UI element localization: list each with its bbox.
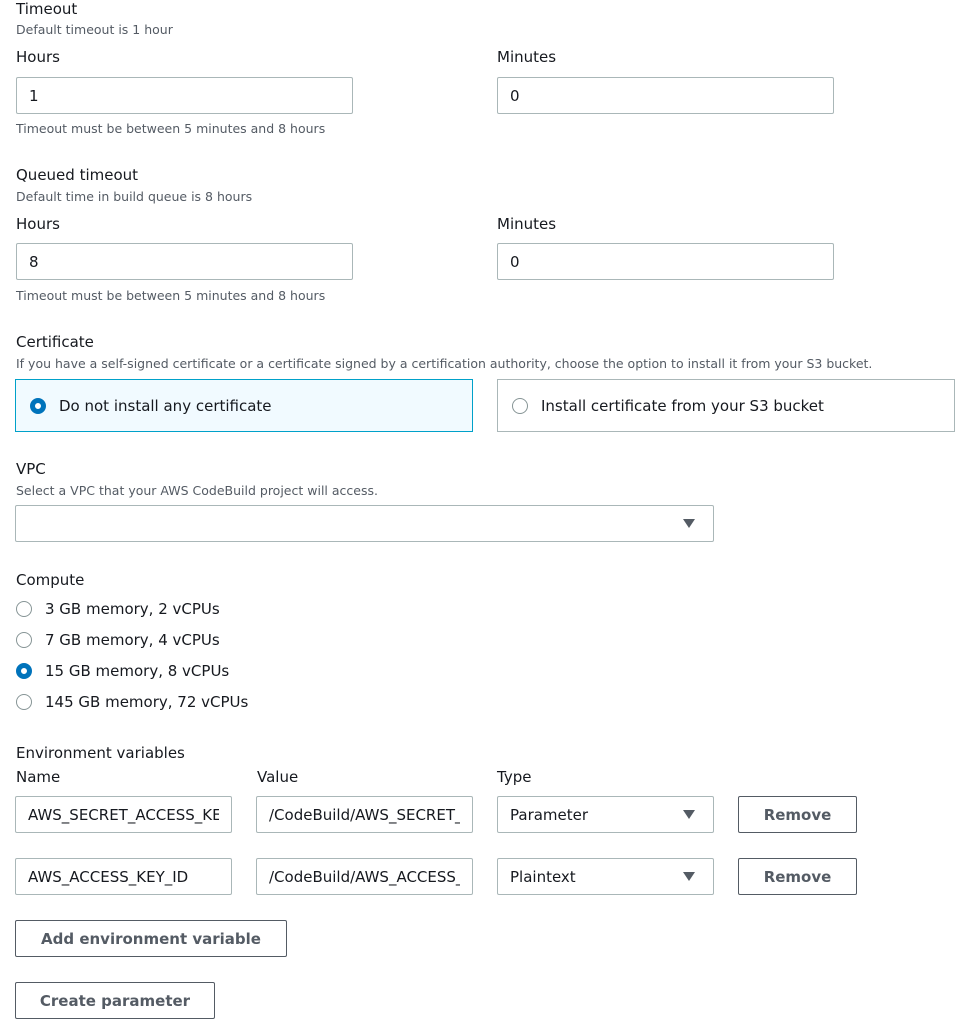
certificate-option-s3[interactable] bbox=[497, 379, 955, 432]
radio-unselected-icon bbox=[16, 694, 32, 710]
compute-option-label: 3 GB memory, 2 vCPUs bbox=[45, 600, 220, 618]
env-type-select[interactable] bbox=[497, 858, 714, 895]
queued-timeout-title: Queued timeout bbox=[16, 166, 139, 184]
radio-unselected-icon bbox=[16, 632, 32, 648]
caret-down-icon bbox=[683, 872, 695, 881]
radio-unselected-icon bbox=[512, 398, 528, 414]
remove-env-button[interactable]: Remove bbox=[738, 858, 857, 895]
timeout-hint: Timeout must be between 5 minutes and 8 hours bbox=[16, 121, 326, 136]
env-type-header: Type bbox=[497, 768, 532, 786]
certificate-option-s3-label: Install certificate from your S3 bucket bbox=[541, 396, 824, 415]
certificate-option-none[interactable] bbox=[15, 379, 473, 432]
add-environment-variable-button[interactable]: Add environment variable bbox=[15, 920, 287, 957]
timeout-minutes-label: Minutes bbox=[497, 48, 557, 66]
vpc-select[interactable] bbox=[15, 505, 714, 542]
env-name-header: Name bbox=[16, 768, 61, 786]
certificate-title: Certificate bbox=[16, 333, 94, 351]
queued-timeout-description: Default time in build queue is 8 hours bbox=[16, 189, 253, 204]
timeout-description: Default timeout is 1 hour bbox=[16, 22, 173, 37]
create-parameter-button[interactable]: Create parameter bbox=[15, 982, 215, 1019]
queued-timeout-hint: Timeout must be between 5 minutes and 8 hours bbox=[16, 288, 326, 303]
env-type-value: Parameter bbox=[510, 805, 589, 824]
timeout-minutes-input[interactable] bbox=[497, 77, 834, 114]
certificate-description: If you have a self-signed certificate or a certificate signed by a certification authority, choose the option to install it from your S3 bucket. bbox=[16, 356, 873, 371]
env-value-input[interactable] bbox=[256, 796, 473, 833]
env-name-input[interactable] bbox=[15, 796, 232, 833]
queued-minutes-input[interactable] bbox=[497, 243, 834, 280]
timeout-title: Timeout bbox=[16, 0, 78, 18]
radio-selected-icon bbox=[30, 398, 46, 414]
compute-option-label: 145 GB memory, 72 vCPUs bbox=[45, 693, 249, 711]
caret-down-icon bbox=[683, 810, 695, 819]
timeout-hours-label: Hours bbox=[16, 48, 60, 66]
env-value-input[interactable] bbox=[256, 858, 473, 895]
env-type-select[interactable] bbox=[497, 796, 714, 833]
compute-title: Compute bbox=[16, 571, 85, 589]
compute-option-15gb[interactable] bbox=[16, 662, 229, 680]
certificate-option-none-label: Do not install any certificate bbox=[59, 396, 272, 415]
compute-option-7gb[interactable] bbox=[16, 631, 220, 649]
remove-env-button[interactable]: Remove bbox=[738, 796, 857, 833]
vpc-description: Select a VPC that your AWS CodeBuild project will access. bbox=[16, 483, 378, 498]
env-vars-title: Environment variables bbox=[16, 744, 185, 762]
radio-selected-icon bbox=[16, 663, 32, 679]
caret-down-icon bbox=[683, 519, 695, 528]
env-value-header: Value bbox=[257, 768, 299, 786]
queued-minutes-label: Minutes bbox=[497, 215, 557, 233]
compute-option-145gb[interactable] bbox=[16, 693, 248, 711]
queued-hours-label: Hours bbox=[16, 215, 60, 233]
timeout-hours-input[interactable] bbox=[16, 77, 353, 114]
compute-option-3gb[interactable] bbox=[16, 600, 220, 618]
queued-hours-input[interactable] bbox=[16, 243, 353, 280]
env-name-input[interactable] bbox=[15, 858, 232, 895]
compute-option-label: 15 GB memory, 8 vCPUs bbox=[45, 662, 230, 680]
env-type-value: Plaintext bbox=[510, 867, 576, 886]
compute-option-label: 7 GB memory, 4 vCPUs bbox=[45, 631, 220, 649]
radio-unselected-icon bbox=[16, 601, 32, 617]
vpc-title: VPC bbox=[16, 460, 46, 478]
